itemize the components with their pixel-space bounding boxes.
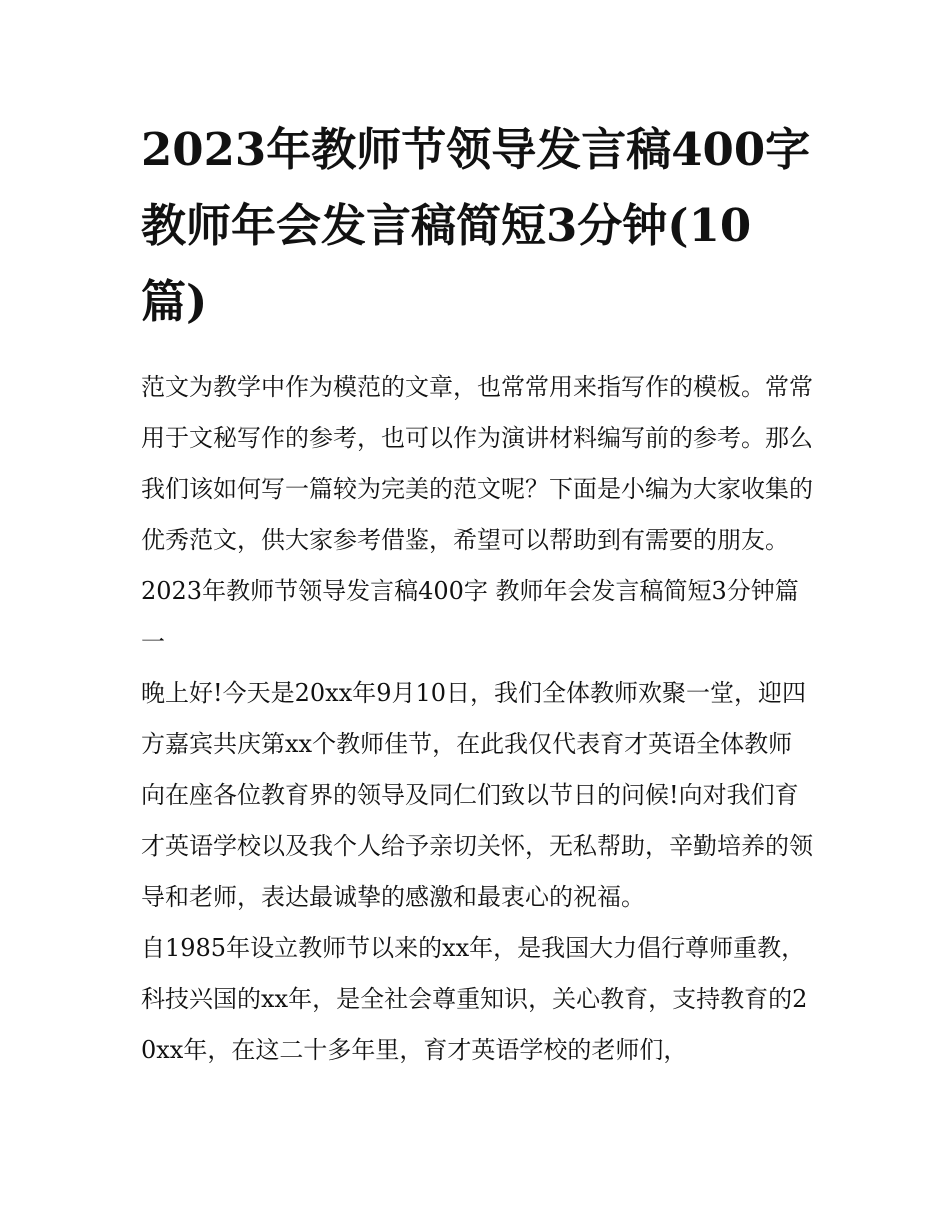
document-title: 2023年教师节领导发言稿400字 教师年会发言稿简短3分钟(10篇) bbox=[141, 123, 811, 328]
body-paragraph: 晚上好!今天是20xx年9月10日，我们全体教师欢聚一堂，迎四方嘉宾共庆第xx个教师佳节，在此我仅代表育才英语全体教师向在座各位教育界的领导及同仁们致以节日的问候!向对我们育才英语学校以及我个人给予亲切关怀，无私帮助，辛勤培养的领导和老师，表达最诚挚的感激和最衷心的祝福。 bbox=[141, 679, 813, 911]
intro-paragraph: 范文为教学中作为模范的文章，也常常用来指写作的模板。常常用于文秘写作的参考，也可以作为演讲材料编写前的参考。那么我们该如何写一篇较为完美的范文呢？下面是小编为大家收集的优秀范文，供大家参考借鉴，希望可以帮助到有需要的朋友。 bbox=[141, 373, 813, 554]
document-page bbox=[141, 112, 816, 1076]
section-heading: 2023年教师节领导发言稿400字 教师年会发言稿简短3分钟篇一 bbox=[141, 577, 799, 656]
body-paragraph: 自1985年设立教师节以来的xx年，是我国大力倡行尊师重教，科技兴国的xx年，是全社会尊重知识，关心教育，支持教育的20xx年，在这二十多年里，育才英语学校的老师们， bbox=[141, 934, 808, 1064]
